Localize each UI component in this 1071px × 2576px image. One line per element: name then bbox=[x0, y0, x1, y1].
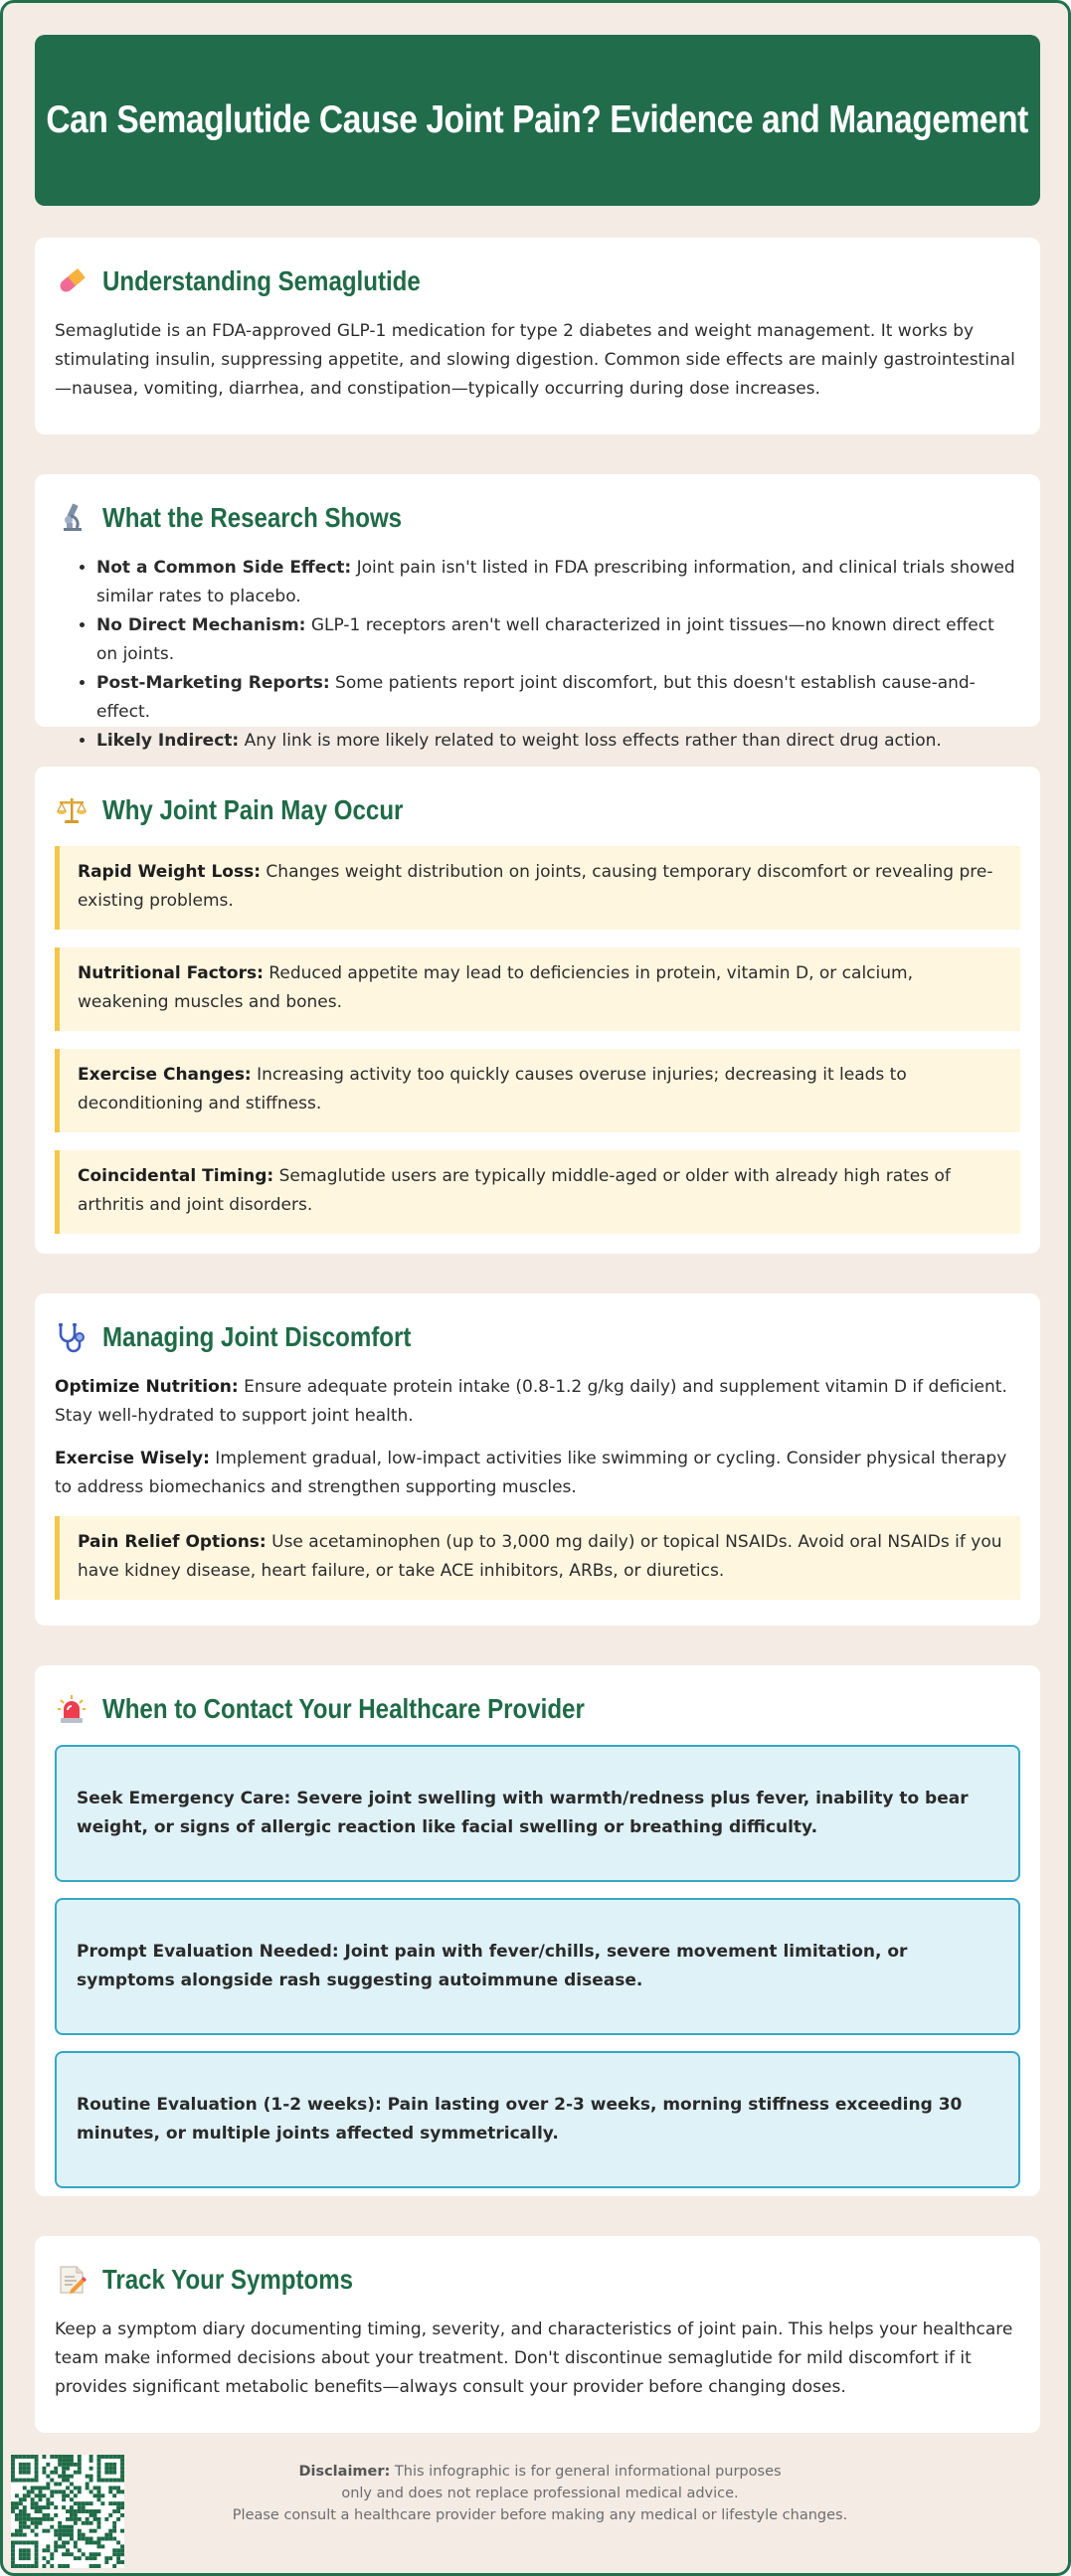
list-item: • Post-Marketing Reports: Some patients report joint discomfort, but this doesn't establish cause-and-effect. bbox=[96, 669, 1020, 727]
contact-item-prompt: Prompt Evaluation Needed: Joint pain with fever/chills, severe movement limitation, or symptoms alongside rash suggesting autoimmune disease. bbox=[55, 1898, 1020, 2035]
card-title-row bbox=[55, 259, 1020, 303]
card-heading: What the Research Shows bbox=[102, 502, 403, 533]
card-track bbox=[35, 2236, 1040, 2433]
disclaimer: Disclaimer: This infographic is for general informational purposes only and does not replace professional medical advice. Please consult a healthcare provider before making any medical or lifestyle changes. bbox=[232, 2464, 848, 2523]
content-column bbox=[35, 35, 1040, 2473]
why-item: Coincidental Timing: Semaglutide users are typically middle-aged or older with already high rates of arthritis and joint disorders. bbox=[55, 1150, 1020, 1234]
research-list bbox=[55, 554, 1020, 756]
list-item: • Not a Common Side Effect: Joint pain isn't listed in FDA prescribing information, and clinical trials showed similar rates to placebo. bbox=[96, 554, 1020, 611]
footer bbox=[3, 2423, 1068, 2572]
card-heading: When to Contact Your Healthcare Provider bbox=[102, 1693, 585, 1724]
why-item: Exercise Changes: Increasing activity too quickly causes overuse injuries; decreasing it leads to deconditioning and stiffness. bbox=[55, 1049, 1020, 1132]
why-item: Nutritional Factors: Reduced appetite may lead to deficiencies in protein, vitamin D, or calcium, weakening muscles and bones. bbox=[55, 947, 1020, 1031]
why-item: Rapid Weight Loss: Changes weight distribution on joints, causing temporary discomfort or revealing pre-existing problems. bbox=[55, 846, 1020, 930]
siren-icon bbox=[55, 1692, 89, 1726]
card-why bbox=[35, 767, 1040, 1254]
card-heading: Understanding Semaglutide bbox=[102, 265, 421, 296]
card-title-row bbox=[55, 1687, 1020, 1731]
page-title: Can Semaglutide Cause Joint Pain? Evidence and Management bbox=[46, 98, 1029, 141]
balance-scale-icon bbox=[55, 793, 89, 827]
card-title-row bbox=[55, 1315, 1020, 1359]
card-heading: Track Your Symptoms bbox=[102, 2264, 354, 2295]
card-contact bbox=[35, 1665, 1040, 2196]
list-item: • No Direct Mechanism: GLP-1 receptors aren't well characterized in joint tissues—no known direct effect on joints. bbox=[96, 611, 1020, 669]
card-research bbox=[35, 474, 1040, 751]
memo-icon bbox=[55, 2263, 89, 2297]
understanding-text: Semaglutide is an FDA-approved GLP-1 medication for type 2 diabetes and weight management. It works by stimulating insulin, suppressing appetite, and slowing digestion. Common side effects are mainly gastrointestinal—nausea, vomiting, diarrhea, and constipation—typically occurring during dose increases. bbox=[55, 321, 1015, 399]
pill-icon bbox=[55, 264, 89, 298]
managing-pain-relief: Pain Relief Options: Use acetaminophen (up to 3,000 mg daily) or topical NSAIDs. Avoid oral NSAIDs if you have kidney disease, heart failure, or take ACE inhibitors, ARBs, or diuretics. bbox=[55, 1516, 1020, 1600]
track-text: Keep a symptom diary documenting timing, severity, and characteristics of joint pain. This helps your healthcare team make informed decisions about your treatment. Don't discontinue semaglutide for mild discomfort if it provides significant metabolic benefits—always consult your provider before changing doses. bbox=[55, 2319, 1013, 2397]
disclaimer-label: Disclaimer: bbox=[298, 2464, 391, 2480]
card-title-row bbox=[55, 496, 1020, 540]
managing-nutrition: Optimize Nutrition: Ensure adequate protein intake (0.8-1.2 g/kg daily) and supplement vitamin D if deficient. Stay well-hydrated to support joint health. bbox=[55, 1377, 1007, 1426]
card-heading: Why Joint Pain May Occur bbox=[102, 794, 404, 825]
contact-item-routine: Routine Evaluation (1-2 weeks): Pain lasting over 2-3 weeks, morning stiffness exceeding 30 minutes, or multiple joints affected symmetrically. bbox=[55, 2051, 1020, 2188]
page-header bbox=[35, 35, 1040, 206]
card-managing bbox=[35, 1293, 1040, 1626]
card-title-row bbox=[55, 2258, 1020, 2302]
managing-exercise: Exercise Wisely: Implement gradual, low-impact activities like swimming or cycling. Consider physical therapy to address biomechanics and strengthen supporting muscles. bbox=[55, 1449, 1007, 1497]
microscope-icon bbox=[55, 501, 89, 535]
card-title-row bbox=[55, 788, 1020, 832]
card-heading: Managing Joint Discomfort bbox=[102, 1321, 412, 1352]
stethoscope-icon bbox=[55, 1320, 89, 1354]
card-understanding bbox=[35, 238, 1040, 434]
qr-code-icon[interactable] bbox=[11, 2455, 124, 2568]
list-item: • Likely Indirect: Any link is more likely related to weight loss effects rather than direct drug action. bbox=[96, 727, 1020, 756]
contact-item-emergency: Seek Emergency Care: Severe joint swelling with warmth/redness plus fever, inability to bear weight, or signs of allergic reaction like facial swelling or breathing difficulty. bbox=[55, 1745, 1020, 1882]
